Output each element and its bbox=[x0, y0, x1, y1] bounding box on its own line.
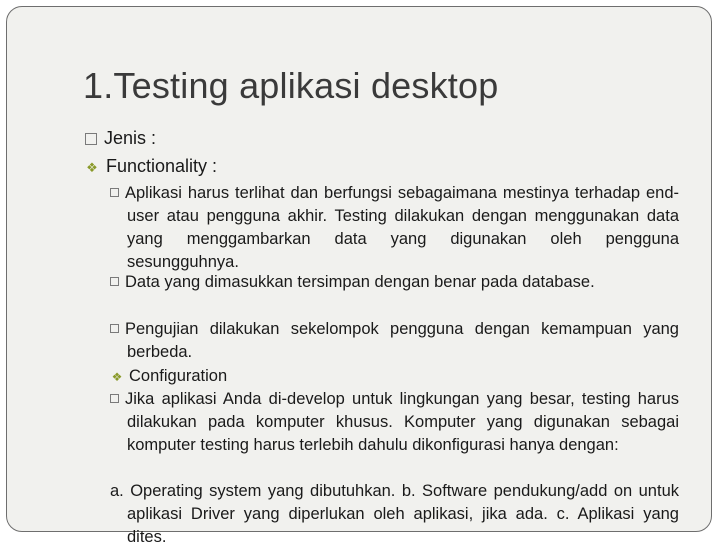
paragraph-jika-text: Jika aplikasi Anda di-develop untuk lingkungan yang besar, testing harus dilakukan pada komputer khusus. Komputer yang digunakan sebagai komputer testing harus terlebih dahulu dikonfigurasi hanya dengan: bbox=[125, 390, 679, 454]
square-bullet-icon bbox=[85, 133, 97, 145]
paragraph-a bbox=[110, 480, 679, 549]
paragraph-pengujian bbox=[127, 318, 679, 364]
list-marker-a: a. bbox=[110, 482, 124, 500]
bullet-jenis-text: Jenis : bbox=[104, 128, 157, 148]
slide bbox=[6, 6, 712, 546]
small-square-bullet-icon bbox=[110, 277, 119, 286]
paragraph-aplikasi bbox=[127, 182, 679, 274]
small-square-bullet-icon bbox=[110, 188, 119, 197]
bullet-configuration bbox=[111, 365, 227, 388]
bullet-functionality bbox=[85, 155, 217, 179]
paragraph-data bbox=[127, 271, 679, 294]
paragraph-data-text: Data yang dimasukkan tersimpan dengan benar pada database. bbox=[125, 273, 595, 291]
bullet-configuration-text: Configuration bbox=[129, 367, 228, 385]
paragraph-aplikasi-text: Aplikasi harus terlihat dan berfungsi sebagaimana mestinya terhadap end-user atau pengguna akhir. Testing dilakukan dengan menggunakan data yang menggambarkan data yang digunakan oleh pengguna sesungguhnya. bbox=[125, 184, 679, 271]
slide-title: 1.Testing aplikasi desktop bbox=[83, 65, 499, 106]
paragraph-pengujian-text: Pengujian dilakukan sekelompok pengguna dengan kemampuan yang berbeda. bbox=[125, 320, 679, 361]
diamond-bullet-icon: ❖ bbox=[86, 160, 98, 175]
small-square-bullet-icon bbox=[110, 394, 119, 403]
bullet-functionality-text: Functionality : bbox=[106, 156, 218, 176]
paragraph-a-text: Operating system yang dibutuhkan. b. Software pendukung/add on untuk aplikasi Driver yang diperlukan oleh aplikasi, jika ada. c. Aplikasi yang dites. bbox=[127, 482, 679, 546]
bullet-jenis bbox=[85, 127, 156, 149]
paragraph-jika bbox=[127, 388, 679, 457]
diamond-bullet-icon: ❖ bbox=[111, 370, 123, 384]
small-square-bullet-icon bbox=[110, 324, 119, 333]
